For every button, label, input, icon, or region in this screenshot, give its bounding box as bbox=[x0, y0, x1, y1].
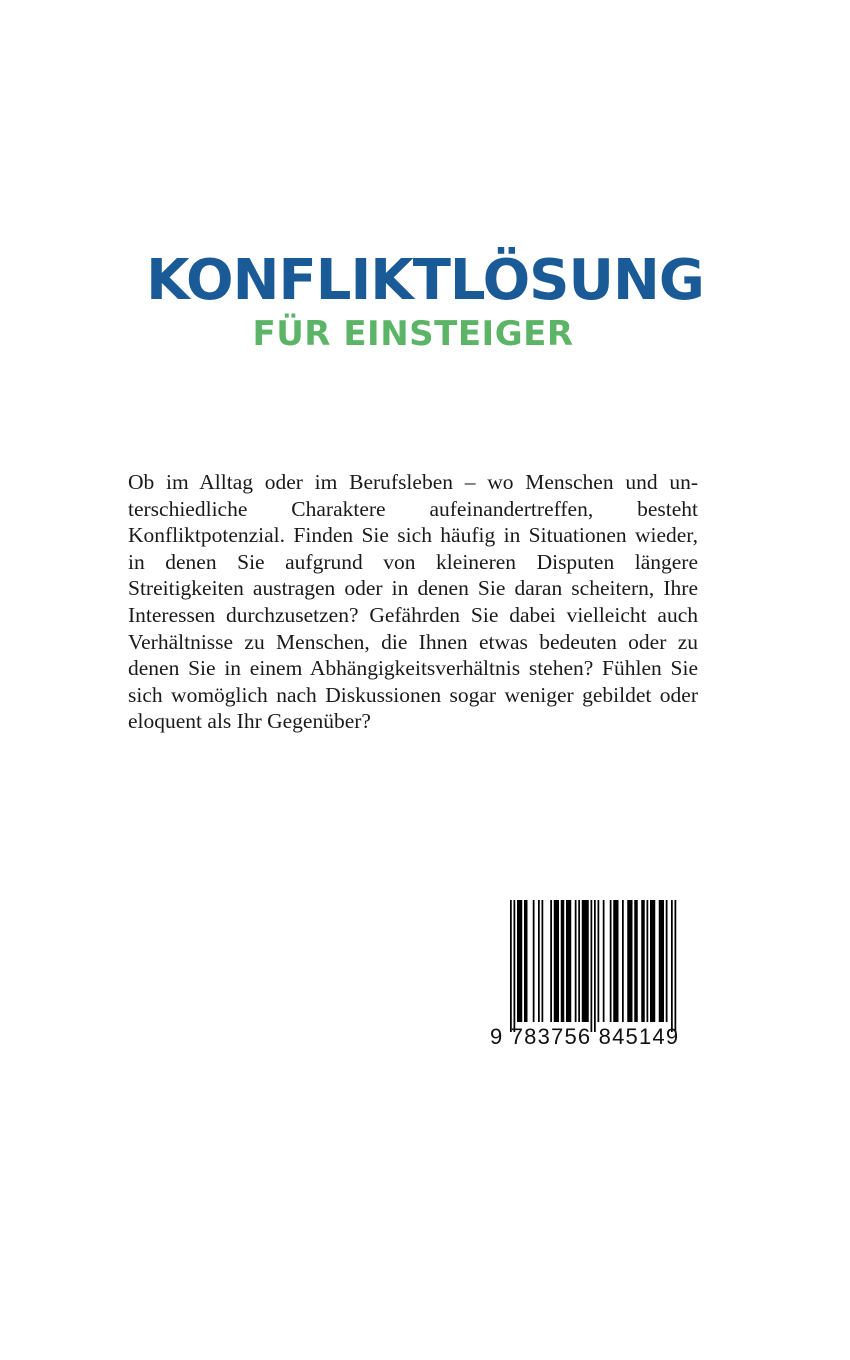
barcode-bar bbox=[650, 900, 655, 1022]
barcode-bar bbox=[582, 900, 589, 1022]
barcode-bar bbox=[598, 900, 600, 1022]
barcode-bar bbox=[566, 900, 571, 1022]
barcode-bar bbox=[659, 900, 664, 1022]
barcode-guard-bar bbox=[671, 900, 673, 1032]
barcode-bar bbox=[561, 900, 565, 1022]
barcode-bar bbox=[647, 900, 649, 1022]
barcode-guard-bar bbox=[594, 900, 596, 1032]
barcode-bar bbox=[641, 900, 645, 1022]
barcode-guard-bar bbox=[514, 900, 516, 1032]
book-blurb: Ob im Alltag oder im Berufsleben – wo Menschen und unterschiedliche Charaktere aufeinandertreffen, besteht Konfliktpotenzial. Finden Sie sich häufig in Situationen wieder, in denen Sie aufgrund von kleineren Disputen längere Streitigkeiten austragen oder in denen Sie daran scheitern, Ihre Interessen durchzusetzen? Gefährden Sie dabei vielleicht auch Verhältnisse zu Menschen, die Ihnen etwas bedeuten oder zu denen Sie in einem Abhängigkeitsverhältnis stehen? Fühlen Sie sich womöglich nach Diskussionen sogar weniger gebildet oder eloquent als Ihr Gegenüber? bbox=[128, 470, 698, 734]
book-subtitle: FÜR EINSTEIGER bbox=[252, 314, 574, 354]
barcode-bar bbox=[578, 900, 580, 1022]
barcode-bar bbox=[524, 900, 528, 1022]
barcode-bar bbox=[613, 900, 618, 1022]
barcode-bar bbox=[634, 900, 638, 1022]
barcode-bar bbox=[550, 900, 552, 1022]
barcode-bar bbox=[575, 900, 577, 1022]
barcode-guard-bar bbox=[675, 900, 677, 1032]
book-title: KONFLIKTLÖSUNG bbox=[146, 248, 704, 313]
barcode-bar bbox=[610, 900, 612, 1022]
barcode-guard-bar bbox=[510, 900, 512, 1032]
barcode-bar bbox=[627, 900, 632, 1022]
barcode-bar bbox=[517, 900, 522, 1022]
barcode-bar bbox=[666, 900, 668, 1022]
isbn-number: 9 783756 845149 bbox=[490, 1024, 680, 1049]
barcode-guard-bar bbox=[591, 900, 593, 1032]
barcode-bar bbox=[554, 900, 559, 1022]
barcode-bar bbox=[603, 900, 605, 1022]
barcode-bar bbox=[622, 900, 624, 1022]
barcode-bar bbox=[533, 900, 535, 1022]
barcode-bar bbox=[542, 900, 544, 1022]
barcode-bar bbox=[538, 900, 540, 1022]
